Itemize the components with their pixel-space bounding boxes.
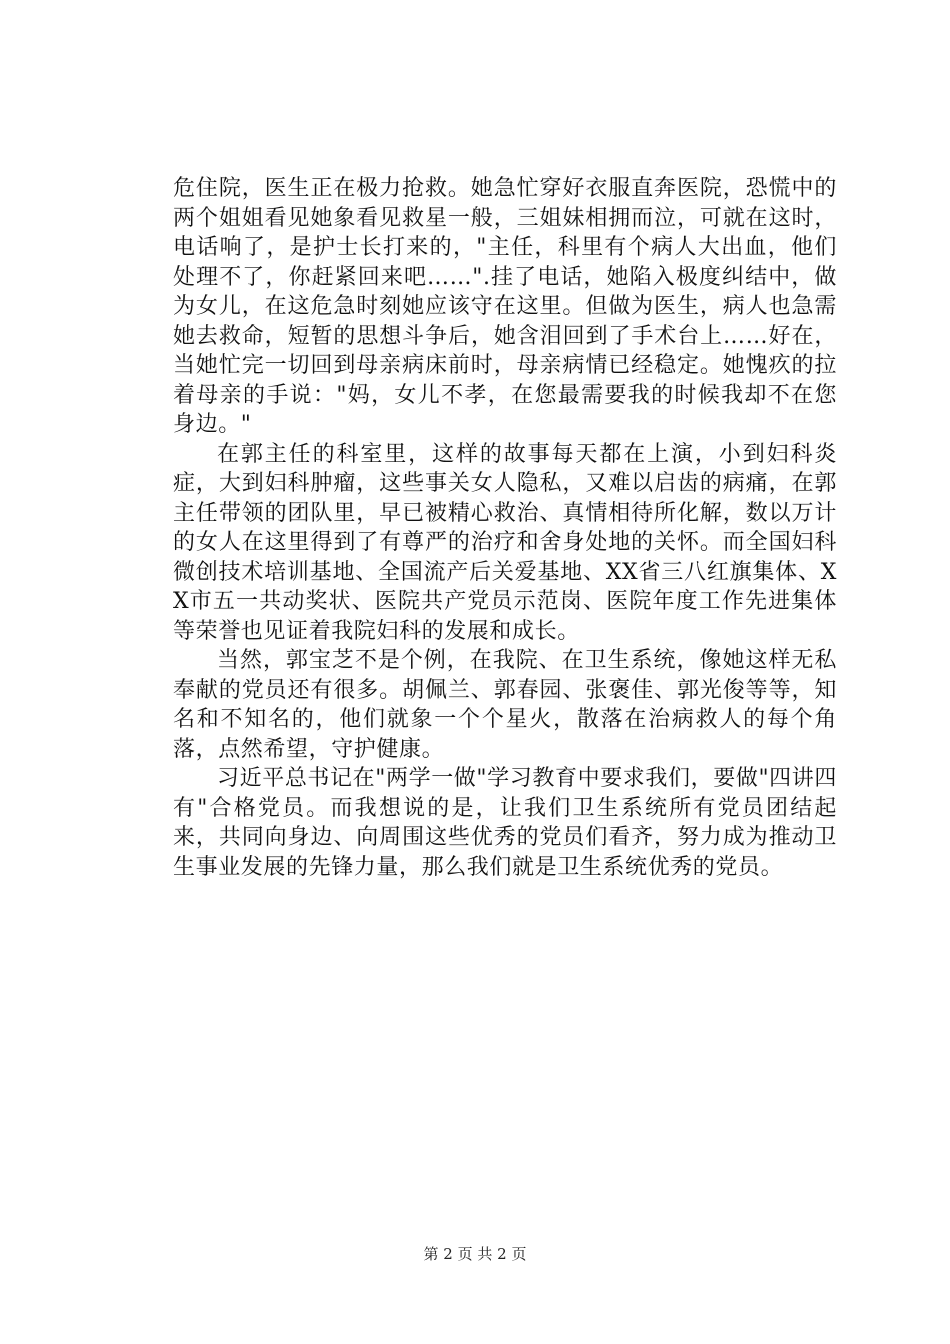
page-footer: 第 2 页 共 2 页	[423, 1245, 527, 1263]
document-body	[173, 174, 837, 882]
paragraph-3: 当然，郭宝芝不是个例，在我院、在卫生系统，像她这样无私奉献的党员还有很多。胡佩兰、郭春园、张褒佳、郭光俊等等，知名和不知名的，他们就象一个个星火，散落在治病救人的每个角落，点然希望，守护健康。	[173, 648, 837, 762]
paragraph-2: 在郭主任的科室里，这样的故事每天都在上演，小到妇科炎症，大到妇科肿瘤，这些事关女人隐私，又难以启齿的病痛，在郭主任带领的团队里，早已被精心救治、真情相待所化解，数以万计的女人在这里得到了有尊严的治疗和舍身处地的关怀。而全国妇科微创技术培训基地、全国流产后关爱基地、XX省三八红旗集体、XX市五一共动奖状、医院共产党员示范岗、医院年度工作先进集体等荣誉也见证着我院妇科的发展和成长。	[173, 441, 837, 644]
paragraph-1: 危住院，医生正在极力抢救。她急忙穿好衣服直奔医院，恐慌中的两个姐姐看见她象看见救星一般，三姐妹相拥而泣，可就在这时，电话响了，是护士长打来的，"主任，科里有个病人大出血，他们处理不了，你赶紧回来吧……".挂了电话，她陷入极度纠结中，做为女儿，在这危急时刻她应该守在这里。但做为医生，病人也急需她去救命，短暂的思想斗争后，她含泪回到了手术台上……好在，当她忙完一切回到母亲病床前时，母亲病情已经稳定。她愧疚的拉着母亲的手说："妈，女儿不孝，在您最需要我的时候我却不在您身边。"	[173, 176, 837, 437]
paragraph-4: 习近平总书记在"两学一做"学习教育中要求我们，要做"四讲四有"合格党员。而我想说的是，让我们卫生系统所有党员团结起来，共同向身边、向周围这些优秀的党员们看齐，努力成为推动卫生事业发展的先锋力量，那么我们就是卫生系统优秀的党员。	[173, 766, 837, 880]
